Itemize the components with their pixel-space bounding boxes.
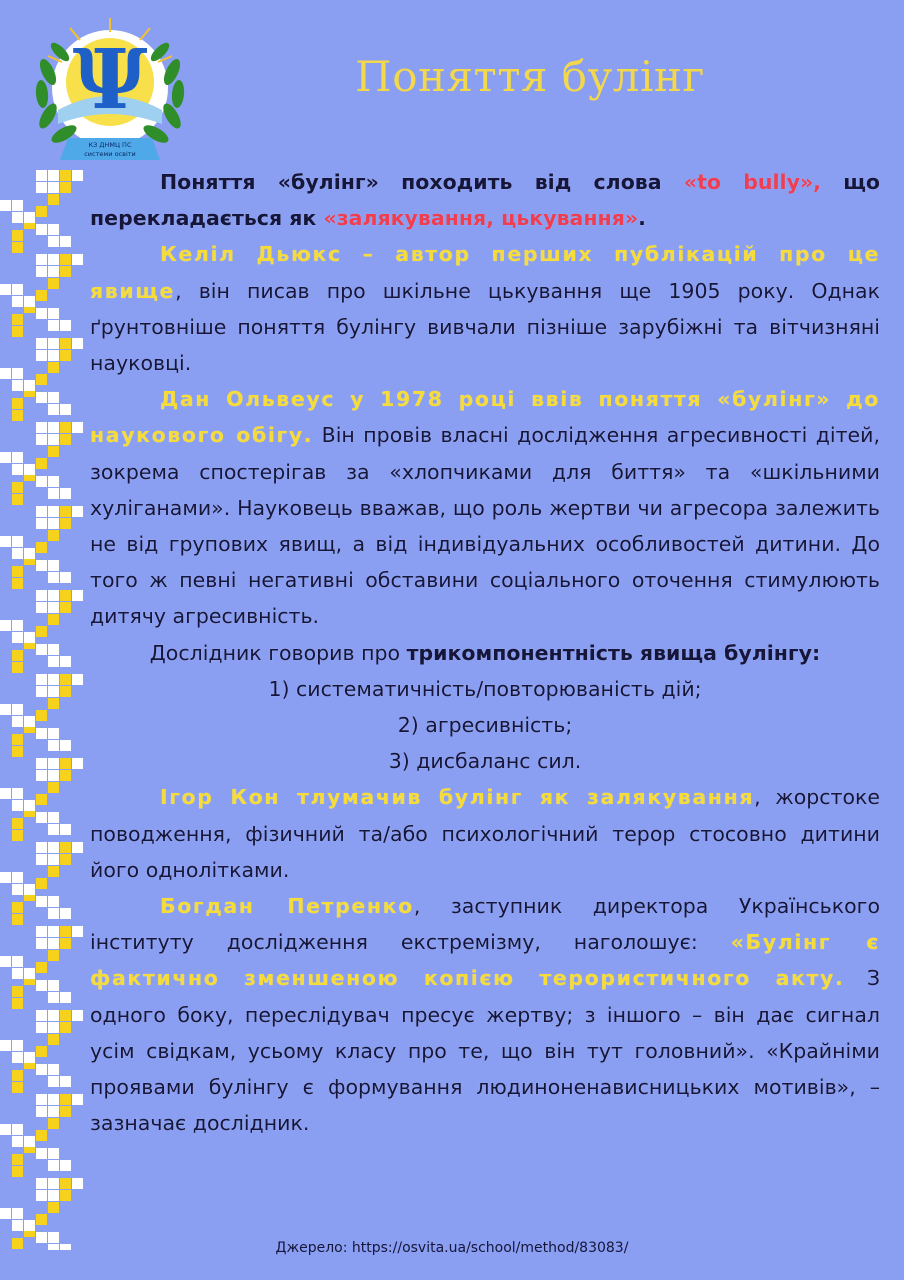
page-title: Поняття булінг bbox=[355, 52, 705, 101]
highlight-olweus: Дан Ольвеус у 1978 році ввів поняття «булінг» до наукового обігу. bbox=[90, 387, 880, 448]
paragraph-petrenko: Богдан Петренко, заступник директора Українського інституту дослідження екстремізму, наголошує: «Булінг є фактично зменшеною копією терористичного акту. З одного боку, переслідувач пресує жертву; з іншого – він дає сигнал усім свідкам, усьому класу про те, що він тут головний». «Крайніми проявами булінгу є формування людиноненависницьких мотивів», – зазначає дослідник. bbox=[90, 894, 880, 1136]
source-link: Джерело: https://osvita.ua/school/method/83083/ bbox=[275, 1240, 629, 1256]
logo bbox=[20, 12, 200, 172]
article-body bbox=[90, 164, 880, 1141]
svg-text:Ψ: Ψ bbox=[72, 32, 148, 128]
svg-text:КЗ ДНМЦ ПС: КЗ ДНМЦ ПС bbox=[88, 141, 132, 149]
highlight-quote: «Булінг є фактично зменшеною копією терористичного акту. bbox=[90, 930, 880, 991]
paragraph-dukes: Келіл Дьюкс – автор перших публікацій про це явище, він писав про шкільне цькування ще 1905 року. Однак ґрунтовніше поняття булінгу вивчали пізніше зарубіжні та вітчизняні науковці. bbox=[90, 242, 880, 376]
highlight-petrenko: Богдан Петренко bbox=[160, 894, 414, 919]
list-item: 2) агресивність; bbox=[397, 713, 573, 738]
paragraph-olweus: Дан Ольвеус у 1978 році ввів поняття «булінг» до наукового обігу. Він провів власні дослідження агресивності дітей, зокрема спостерігав за «хлопчиками для биття» та «шкільними хуліганами». Науковець вважав, що роль жертви чи агресора залежить не від групових явищ, а від індивідуальних особливостей дитини. До того ж певні негативні обставини соціального оточення стимулюють дитячу агресивність. bbox=[90, 387, 881, 629]
list-item: 1) систематичність/повторюваність дій; bbox=[268, 676, 702, 701]
list-item: 3) дисбаланс сил. bbox=[388, 749, 582, 774]
highlight-kon: Ігор Кон тлумачив булінг як залякування bbox=[160, 785, 755, 810]
paragraph-kon: Ігор Кон тлумачив булінг як залякування, жорстоке поводження, фізичний та/або психологічний терор стосовно дитини його однолітками. bbox=[90, 785, 880, 882]
highlight-dukes: Келіл Дьюкс – автор перших публікацій про це явище bbox=[90, 242, 880, 303]
psi-emblem-icon bbox=[35, 18, 185, 160]
paragraph-three-components: Дослідник говорив про трикомпонентність явища булінгу: bbox=[149, 640, 821, 665]
ornament-border bbox=[0, 170, 100, 1250]
svg-text:системи освіти: системи освіти bbox=[84, 150, 136, 158]
paragraph-term-origin: Поняття «булінг» походить від слова «to bully», що перекладається як «залякування, цькування». bbox=[90, 170, 881, 231]
